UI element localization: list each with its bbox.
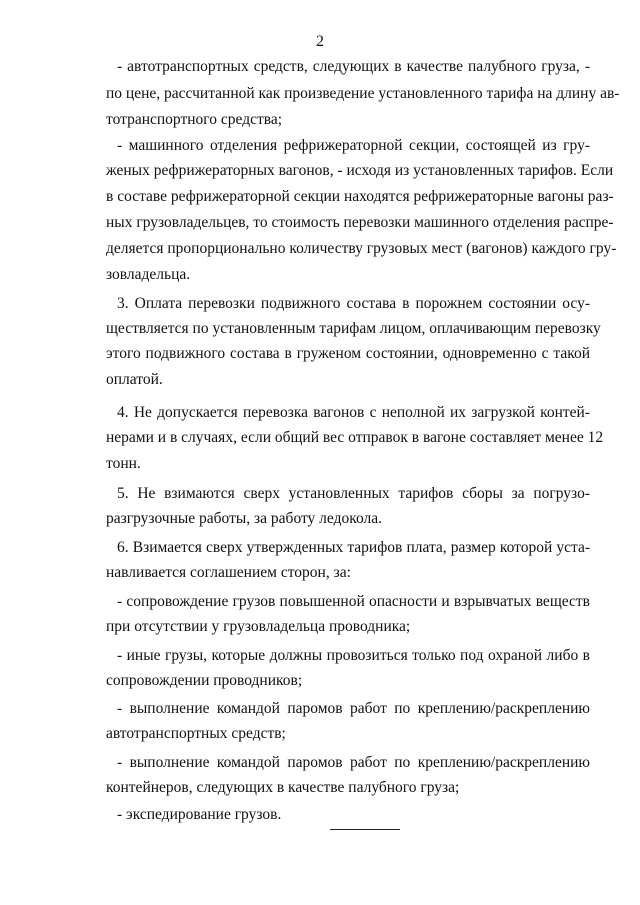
text-line: разгрузочные работы, за работу ледокола. [106,510,383,527]
text-line: - автотранспортных средств, следующих в качестве палубного груза, - [117,58,590,75]
end-separator-line [330,829,400,830]
text-line: сопровождении проводников; [106,672,303,689]
text-line: деляется пропорционально количеству грузовых мест (вагонов) каждого гру- [106,240,617,257]
text-line: этого подвижного состава в груженом состоянии, одновременно с такой [106,345,590,362]
text-line: автотранспортных средств; [106,725,286,742]
page-number: 2 [316,33,324,50]
text-line: - выполнение командой паромов работ по креплению/раскреплению [117,754,590,771]
text-line: нерами и в случаях, если общий вес отправок в вагоне составляет менее 12 [106,429,604,446]
text-line: контейнеров, следующих в качестве палубного груза; [106,779,460,796]
text-line: навливается соглашением сторон, за: [106,564,351,581]
text-line: - иные грузы, которые должны провозиться только под охраной либо в [117,647,590,664]
text-line: - выполнение командой паромов работ по креплению/раскреплению [117,700,590,717]
text-line: - сопровождение грузов повышенной опасности и взрывчатых веществ [117,593,590,610]
text-line: ществляется по установленным тарифам лицом, оплачивающим перевозку [106,320,601,337]
text-line: ных грузовладельцев, то стоимость перевозки машинного отделения распре- [106,214,614,231]
text-line: в составе рефрижераторной секции находятся рефрижераторные вагоны раз- [106,188,614,205]
text-line: 4. Не допускается перевозка вагонов с неполной их загрузкой контей- [117,404,590,421]
text-line: - машинного отделения рефрижераторной секции, состоящей из гру- [117,137,590,154]
text-line: - экспедирование грузов. [117,806,282,823]
text-line: по цене, рассчитанной как произведение установленного тарифа на длину ав- [106,85,620,102]
text-line: 3. Оплата перевозки подвижного состава в порожнем состоянии осу- [117,295,590,312]
text-line: 5. Не взимаются сверх установленных тарифов сборы за погрузо- [117,485,590,502]
text-line: зовладельца. [106,266,191,283]
text-line: 6. Взимается сверх утвержденных тарифов плата, размер которой уста- [117,539,590,556]
text-line: оплатой. [106,371,163,388]
text-line: женых рефрижераторных вагонов, - исходя из установленных тарифов. Если [106,162,614,179]
text-line: тонн. [106,455,141,472]
text-line: при отсутствии у грузовладельца проводника; [106,618,411,635]
text-line: тотранспортного средства; [106,111,283,128]
